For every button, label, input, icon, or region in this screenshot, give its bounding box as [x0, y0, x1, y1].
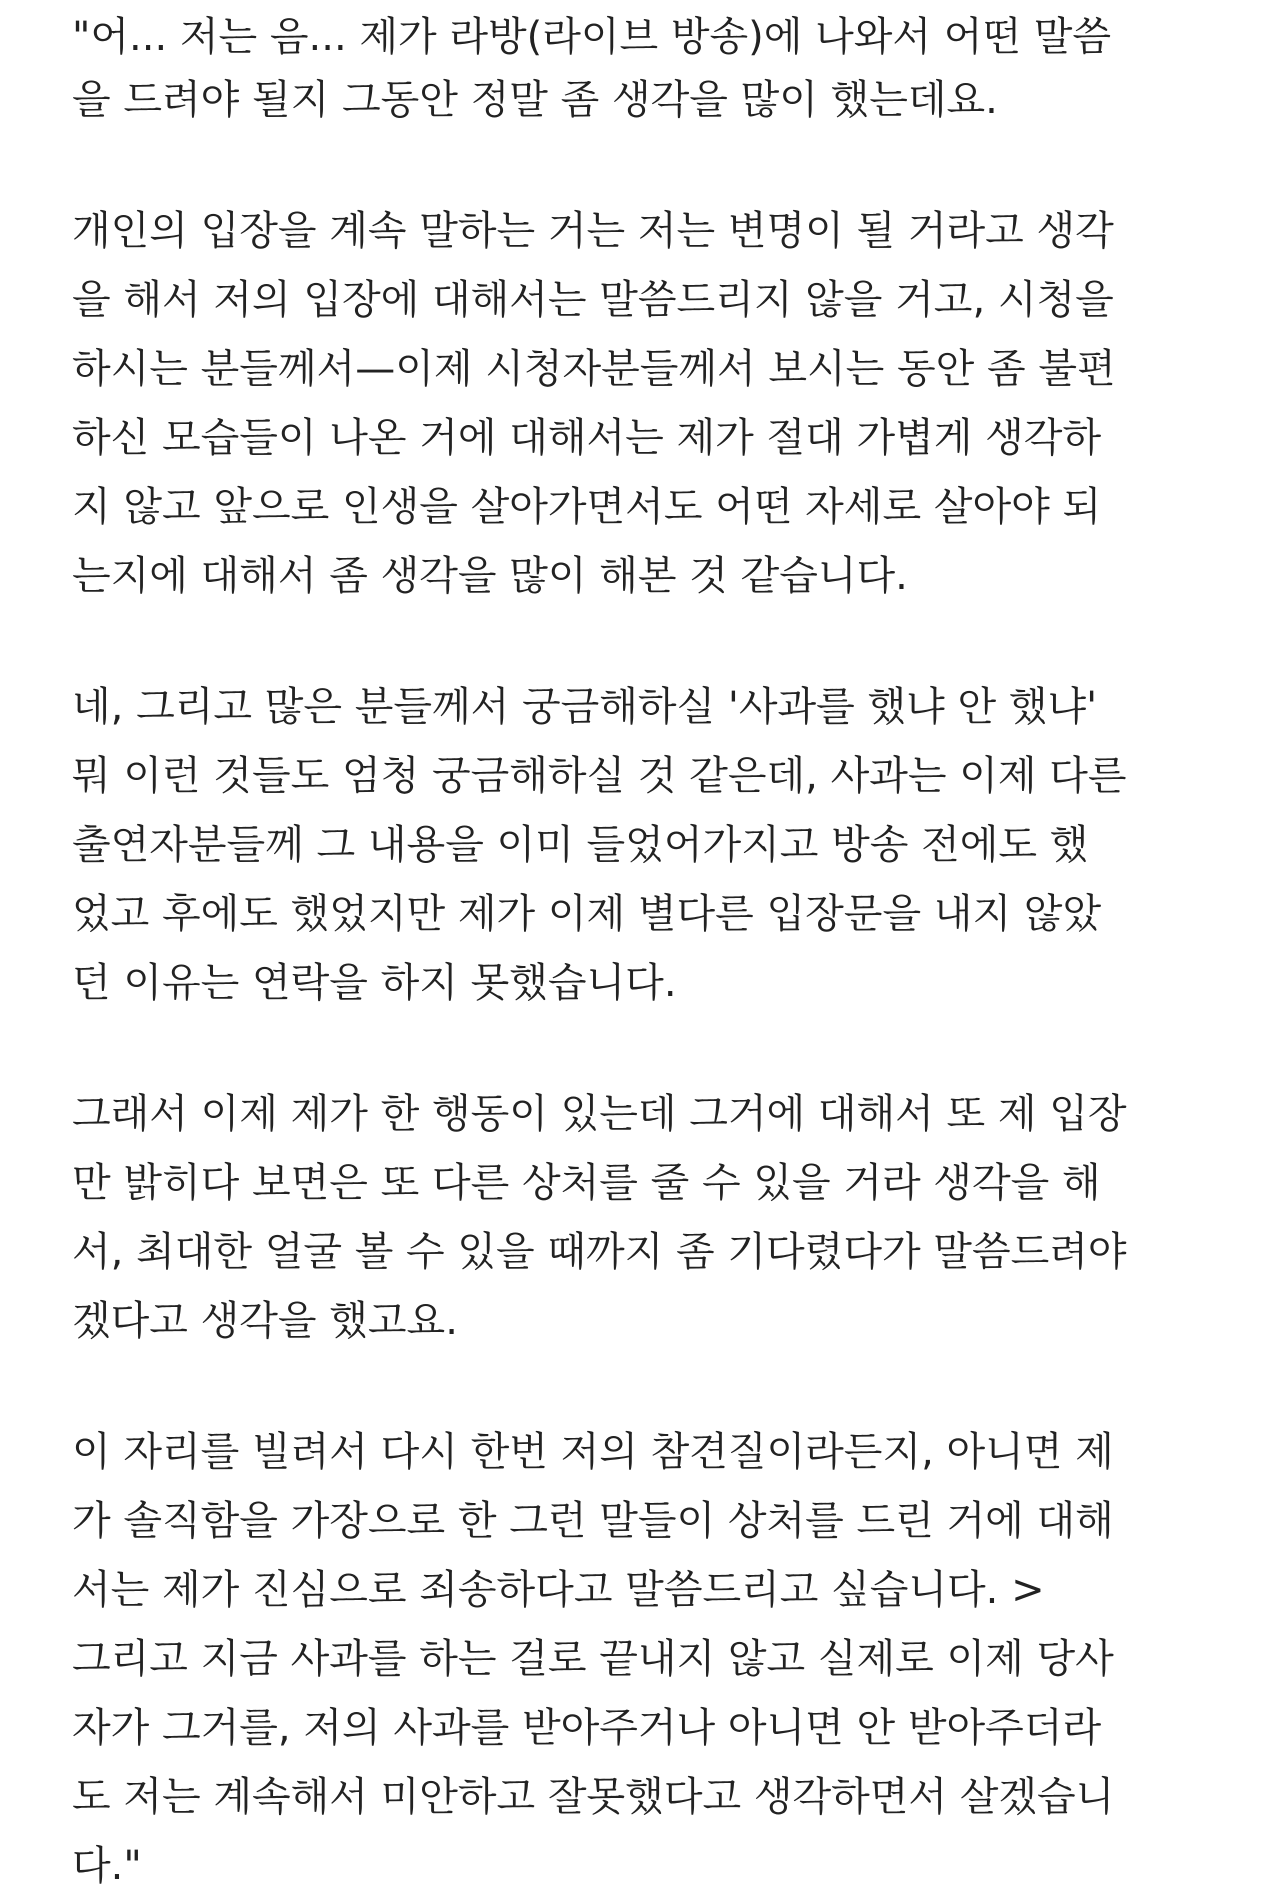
paragraph-spacer	[72, 1359, 1232, 1421]
paragraph-line: 서, 최대한 얼굴 볼 수 있을 때까지 좀 기다렸다가 말씀드려야	[72, 1229, 1127, 1275]
paragraph-5	[72, 1421, 1232, 1904]
paragraph-line: 지 않고 앞으로 인생을 살아가면서도 어떤 자세로 살아야 되	[72, 484, 1102, 530]
paragraph-line: 겠다고 생각을 했고요.	[72, 1298, 458, 1344]
paragraph-spacer	[72, 138, 1232, 200]
article-body	[72, 0, 1232, 1904]
paragraph-line: 자가 그거를, 저의 사과를 받아주거나 아니면 안 받아주더라	[72, 1705, 1102, 1751]
paragraph-line: 는지에 대해서 좀 생각을 많이 해본 것 같습니다.	[72, 553, 908, 599]
paragraph-line: 개인의 입장을 계속 말하는 거는 저는 변명이 될 거라고 생각	[72, 208, 1114, 254]
paragraph-line: 다."	[72, 1843, 142, 1889]
paragraph-line: 었고 후에도 했었지만 제가 이제 별다른 입장문을 내지 않았	[72, 891, 1102, 937]
paragraph-line: 던 이유는 연락을 하지 못했습니다.	[72, 960, 677, 1006]
paragraph-line: 이 자리를 빌려서 다시 한번 저의 참견질이라든지, 아니면 제	[72, 1429, 1114, 1475]
paragraph-line: 만 밝히다 보면은 또 다른 상처를 줄 수 있을 거라 생각을 해	[72, 1160, 1101, 1206]
paragraph-line: 그리고 지금 사과를 하는 걸로 끝내지 않고 실제로 이제 당사	[72, 1636, 1114, 1682]
paragraph-line: 네, 그리고 많은 분들께서 궁금해하실 '사과를 했냐 안 했냐'	[72, 684, 1098, 730]
paragraph-line: 그래서 이제 제가 한 행동이 있는데 그거에 대해서 또 제 입장	[72, 1091, 1127, 1137]
paragraph-line: "어... 저는 음... 제가 라방(라이브 방송)에 나와서 어떤 말씀	[72, 14, 1112, 60]
paragraph-line: 을 드려야 될지 그동안 정말 좀 생각을 많이 했는데요.	[72, 77, 998, 123]
paragraph-1	[72, 6, 1232, 138]
paragraph-line: 출연자분들께 그 내용을 이미 들었어가지고 방송 전에도 했	[72, 822, 1089, 868]
paragraph-4	[72, 1083, 1232, 1359]
paragraph-line: 도 저는 계속해서 미안하고 잘못했다고 생각하면서 살겠습니	[72, 1774, 1115, 1820]
paragraph-line: 하시는 분들께서—이제 시청자분들께서 보시는 동안 좀 불편	[72, 346, 1116, 392]
paragraph-2	[72, 200, 1232, 614]
paragraph-line: 을 해서 저의 입장에 대해서는 말씀드리지 않을 거고, 시청을	[72, 277, 1114, 323]
paragraph-spacer	[72, 1021, 1232, 1083]
paragraph-3	[72, 676, 1232, 1021]
paragraph-line: 뭐 이런 것들도 엄청 궁금해하실 것 같은데, 사과는 이제 다른	[72, 753, 1127, 799]
paragraph-spacer	[72, 614, 1232, 676]
paragraph-line: 하신 모습들이 나온 거에 대해서는 제가 절대 가볍게 생각하	[72, 415, 1102, 461]
paragraph-line: 서는 제가 진심으로 죄송하다고 말씀드리고 싶습니다. >	[72, 1567, 1045, 1613]
paragraph-line: 가 솔직함을 가장으로 한 그런 말들이 상처를 드린 거에 대해	[72, 1498, 1114, 1544]
